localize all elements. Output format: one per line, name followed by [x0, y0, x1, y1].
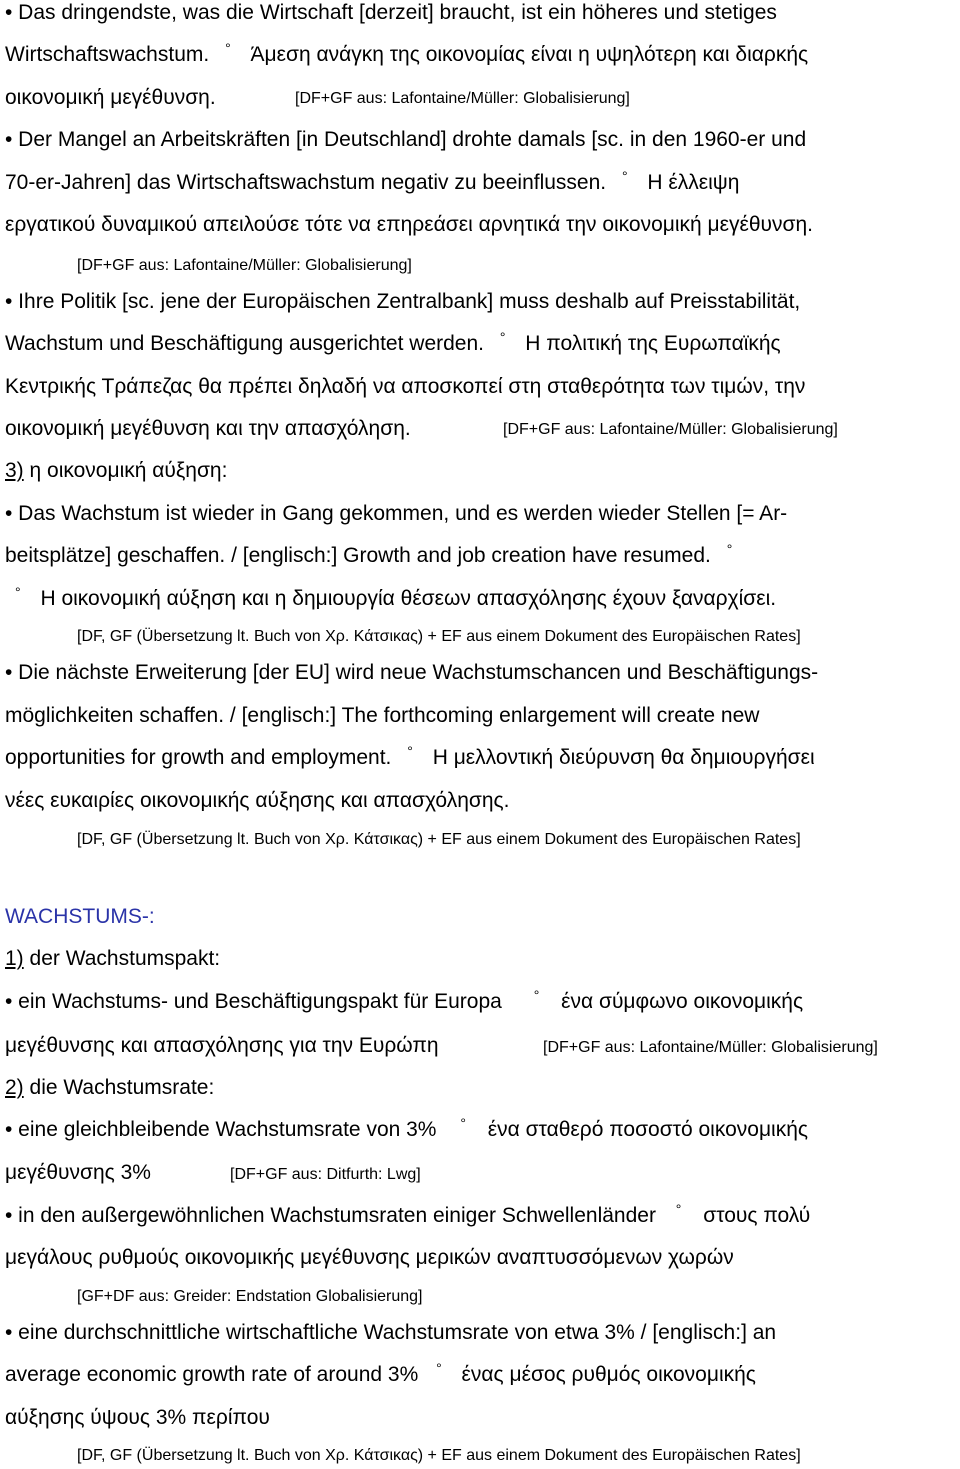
text-line: οικονομική μεγέθυνση.	[5, 86, 216, 109]
heading-text: die Wachstumsrate:	[23, 1076, 215, 1099]
greek-text: Η πολιτική της Ευρωπαϊκής	[525, 332, 781, 355]
greek-text: Άμεση ανάγκη της οικονομίας είναι η υψηλότερη και διαρκής	[250, 43, 809, 66]
degree-separator: °	[726, 541, 733, 557]
german-text: • eine gleichbleibende Wachstumsrate von 3%	[5, 1118, 437, 1141]
german-text: 70-er-Jahren] das Wirtschaftswachstum negativ zu beeinflussen.	[5, 171, 607, 194]
text-line: • Das dringendste, was die Wirtschaft [derzeit] braucht, ist ein höheres und stetiges	[5, 1, 777, 24]
text-line	[5, 541, 733, 569]
degree-separator: °	[436, 1360, 442, 1376]
text-line: möglichkeiten schaffen. / [englisch:] The forthcoming enlargement will create new	[5, 704, 760, 727]
source-citation: [DF, GF (Übersetzung lt. Buch von Χρ. Κάτσικας) + EF aus einem Dokument des Europäischen Rates]	[77, 1447, 801, 1464]
text-line	[5, 743, 815, 771]
source-citation: [DF+GF aus: Lafontaine/Müller: Globalisierung]	[77, 257, 412, 274]
heading-number: 3)	[5, 459, 24, 482]
german-text: beitsplätze] geschaffen. / [englisch:] Growth and job creation have resumed.	[5, 544, 711, 567]
german-text: Wirtschaftswachstum.	[5, 43, 210, 66]
degree-separator: °	[460, 1115, 466, 1131]
text-line	[5, 329, 781, 357]
german-text: Wachstum und Beschäftigung ausgerichtet werden.	[5, 332, 484, 355]
text-line	[5, 1115, 809, 1143]
heading-number: 2)	[5, 1076, 24, 1099]
numbered-heading	[5, 947, 220, 971]
degree-separator: °	[533, 987, 540, 1003]
numbered-heading	[5, 459, 227, 483]
section-title: WACHSTUMS-:	[5, 905, 155, 928]
text-line: μεγέθυνσης 3%	[5, 1161, 151, 1184]
greek-text: ένα σταθερό ποσοστό οικονομικής	[487, 1118, 809, 1141]
degree-separator: °	[407, 743, 413, 759]
text-line: οικονομική μεγέθυνση και την απασχόληση.	[5, 417, 411, 440]
text-line: • Ihre Politik [sc. jene der Europäischen Zentralbank] muss deshalb auf Preisstabilität,	[5, 290, 801, 313]
greek-text: Η μελλοντική διεύρυνση θα δημιουργήσει	[432, 746, 815, 769]
text-line: μεγέθυνσης και απασχόλησης για την Ευρώπη	[5, 1034, 439, 1057]
greek-text: στους πολύ	[703, 1204, 811, 1227]
source-citation: [DF, GF (Übersetzung lt. Buch von Χρ. Κάτσικας) + EF aus einem Dokument des Europäischen Rates]	[77, 628, 801, 645]
text-line	[5, 1360, 756, 1388]
german-text: • in den außergewöhnlichen Wachstumsraten einiger Schwellenländer	[5, 1204, 656, 1227]
greek-text: Η οικονομική αύξηση και η δημιουργία θέσεων απασχόλησης έχουν ξαναρχίσει.	[40, 587, 777, 610]
heading-text: der Wachstumspakt:	[23, 947, 221, 970]
source-citation: [DF+GF aus: Lafontaine/Müller: Globalisierung]	[503, 421, 838, 438]
source-citation: [DF+GF aus: Lafontaine/Müller: Globalisierung]	[543, 1039, 878, 1056]
numbered-heading	[5, 1076, 214, 1100]
german-text: opportunities for growth and employment.	[5, 746, 392, 769]
degree-separator: °	[675, 1201, 682, 1217]
text-line	[5, 168, 740, 196]
greek-text: ένα σύμφωνο οικονομικής	[561, 990, 804, 1013]
text-line	[5, 1201, 811, 1229]
degree-separator: °	[225, 40, 231, 56]
degree-separator: °	[621, 168, 628, 184]
greek-text: Η έλλειψη	[647, 171, 740, 194]
source-citation: [DF, GF (Übersetzung lt. Buch von Χρ. Κάτσικας) + EF aus einem Dokument des Europäischen Rates]	[77, 831, 801, 848]
source-citation: [DF+GF aus: Lafontaine/Müller: Globalisierung]	[295, 90, 630, 107]
text-line	[5, 40, 809, 68]
source-citation: [DF+GF aus: Ditfurth: Lwg]	[230, 1166, 421, 1183]
text-line	[5, 987, 804, 1015]
german-text: • ein Wachstums- und Beschäftigungspakt für Europa	[5, 990, 502, 1013]
degree-separator: °	[15, 584, 21, 600]
german-text: average economic growth rate of around 3%	[5, 1363, 419, 1386]
degree-separator: °	[499, 329, 506, 345]
text-line: • Der Mangel an Arbeitskräften [in Deutschland] drohte damals [sc. in den 1960-er und	[5, 128, 807, 151]
text-line: • Das Wachstum ist wieder in Gang gekommen, und es werden wieder Stellen [= Ar-	[5, 502, 788, 525]
text-line: αύξησης ύψους 3% περίπου	[5, 1406, 270, 1429]
text-line: Κεντρικής Τράπεζας θα πρέπει δηλαδή να αποσκοπεί στη σταθερότητα των τιμών, την	[5, 375, 806, 398]
text-line: • Die nächste Erweiterung [der EU] wird neue Wachstumschancen und Beschäftigungs-	[5, 661, 819, 684]
text-line: νέες ευκαιρίες οικονομικής αύξησης και απασχόλησης.	[5, 789, 510, 812]
heading-text: η οικονομική αύξηση:	[23, 459, 228, 482]
source-citation: [GF+DF aus: Greider: Endstation Globalisierung]	[77, 1288, 423, 1305]
text-line: μεγάλους ρυθμούς οικονομικής μεγέθυνσης μερικών αναπτυσσόμενων χωρών	[5, 1246, 734, 1269]
text-line: εργατικού δυναμικού απειλούσε τότε να επηρεάσει αρνητικά την οικονομική μεγέθυνση.	[5, 213, 814, 236]
text-line	[5, 584, 777, 612]
greek-text: ένας μέσος ρυθμός οικονομικής	[461, 1363, 756, 1386]
heading-number: 1)	[5, 947, 24, 970]
text-line: • eine durchschnittliche wirtschaftliche Wachstumsrate von etwa 3% / [englisch:] an	[5, 1321, 777, 1344]
